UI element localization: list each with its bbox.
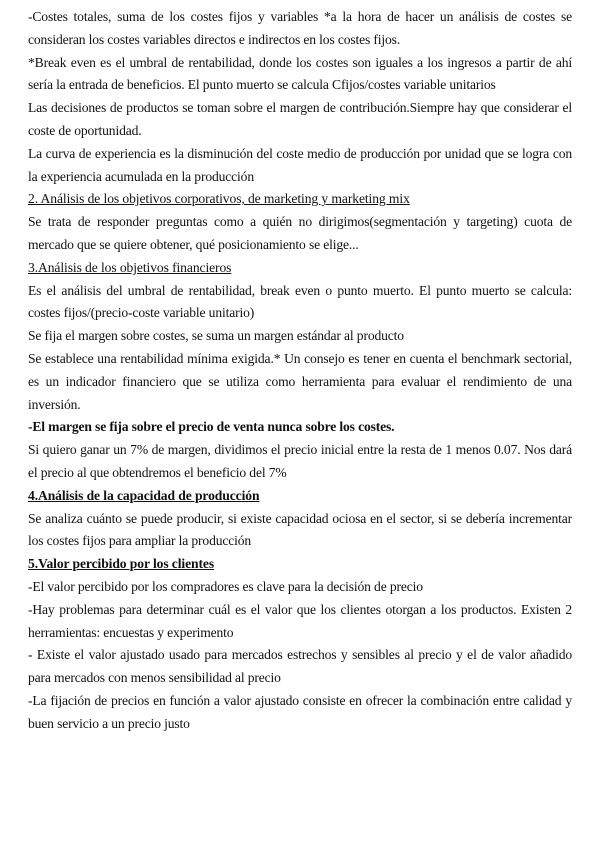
paragraph-decisiones-productos: Las decisiones de productos se toman sobre el margen de contribución.Siempre hay que considerar el coste de oportunidad. (28, 100, 572, 138)
paragraph-costes-totales: -Costes totales, suma de los costes fijos y variables *a la hora de hacer un análisis de costes se consideran los costes variables directos e indirectos en los costes fijos. (28, 9, 572, 47)
paragraph-valor-ajustado: - Existe el valor ajustado usado para mercados estrechos y sensibles al precio y el de valor añadido para mercados con menos sensibilidad al precio (28, 647, 572, 686)
section-heading-5: 5.Valor percibido por los clientes (28, 556, 215, 572)
paragraph-curva-experiencia: La curva de experiencia es la disminución del coste medio de producción por unidad que se logra con la experiencia acumulada en la producción (28, 145, 572, 184)
section-heading-4: 4.Análisis de la capacidad de producción (28, 487, 260, 503)
paragraph-break-even: *Break even es el umbral de rentabilidad, donde los costes son iguales a los ingresos a partir de ahí sería la entrada de beneficios. El punto muerto se calcula Cfijos/costes variable unitarios (28, 54, 572, 93)
section-heading-3: 3.Análisis de los objetivos financieros (28, 259, 232, 275)
paragraph-fijacion-precios: -La fijación de precios en función a valor ajustado consiste en ofrecer la combinación entre calidad y buen servicio a un precio justo (28, 692, 572, 731)
paragraph-valor-percibido: -El valor percibido por los compradores es clave para la decisión de precio (28, 578, 423, 594)
paragraph-problemas-valor: -Hay problemas para determinar cuál es el valor que los clientes otorgan a los productos. Existen 2 herramientas: encuestas y experimento (28, 601, 572, 640)
paragraph-rentabilidad-minima: Se establece una rentabilidad mínima exigida.* Un consejo es tener en cuenta el benchmark sectorial, es un indicador financiero que se utiliza como herramienta para evaluar el rendimiento de una inversión. (28, 350, 572, 412)
paragraph-preguntas: Se trata de responder preguntas como a quién no dirigimos(segmentación y targeting) cuota de mercado que se quiere obtener, qué posicionamiento se elige... (28, 214, 572, 252)
section-heading-2: 2. Análisis de los objetivos corporativos, de marketing y marketing mix (28, 191, 410, 207)
paragraph-umbral-rentabilidad: Es el análisis del umbral de rentabilidad, break even o punto muerto. El punto muerto se calcula: costes fijos/(precio-coste variable unitario) (28, 282, 572, 321)
paragraph-ejemplo-margen: Si quiero ganar un 7% de margen, dividimos el precio inicial entre la resta de 1 menos 0.07. Nos dará el precio al que obtendremos el beneficio del 7% (28, 442, 572, 480)
paragraph-margen-precio-venta: -El margen se fija sobre el precio de venta nunca sobre los costes. (28, 419, 395, 435)
paragraph-margen-costes: Se fija el margen sobre costes, se suma un margen estándar al producto (28, 328, 404, 344)
paragraph-capacidad-produccion: Se analiza cuánto se puede producir, si existe capacidad ociosa en el sector, si se debería incrementar los costes fijos para ampliar la producción (28, 510, 572, 549)
